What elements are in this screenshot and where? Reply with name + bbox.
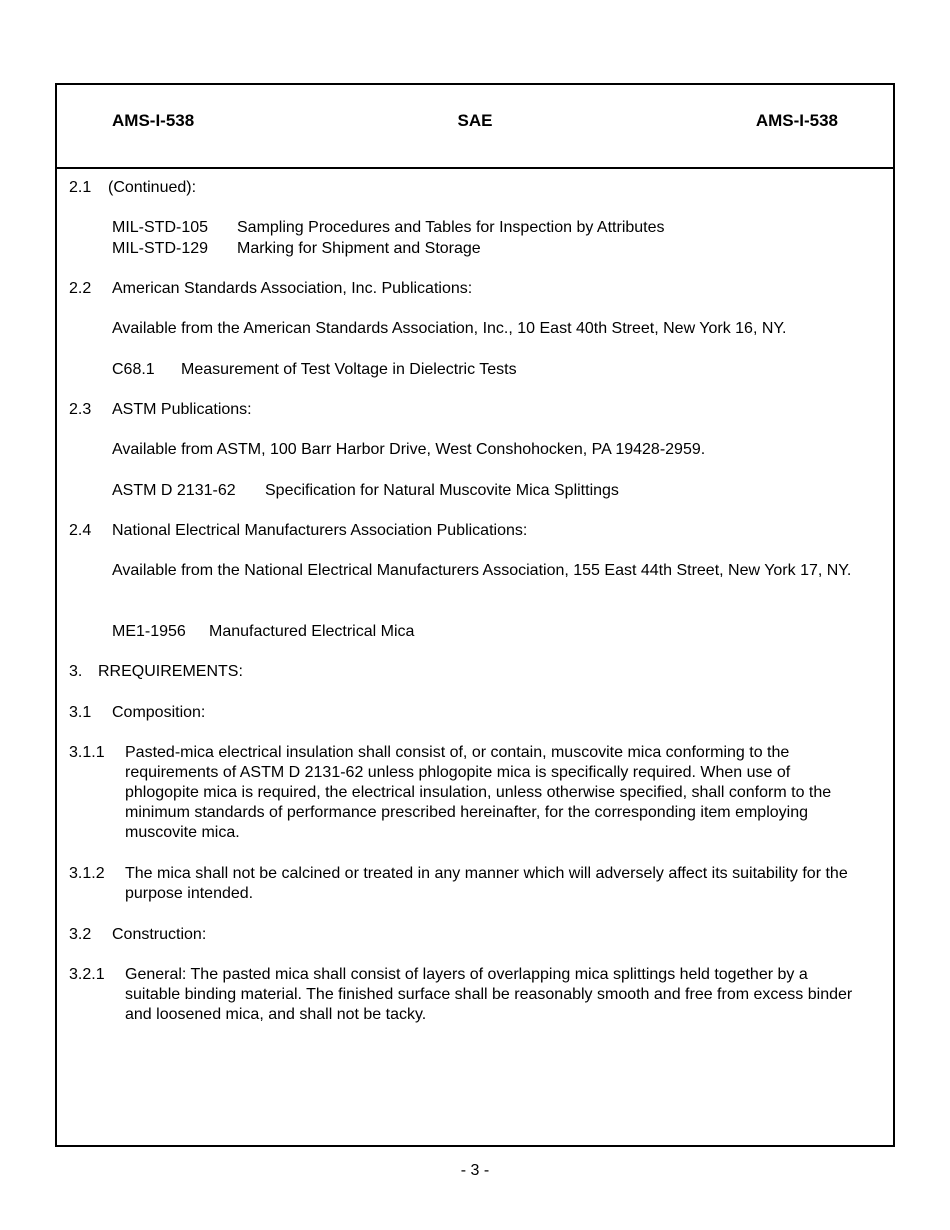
section-2-2-title: American Standards Association, Inc. Publications: (112, 280, 473, 297)
section-3-1-title: Composition: (112, 704, 206, 721)
section-2-4-title: National Electrical Manufacturers Association Publications: (112, 522, 528, 539)
section-2-1-title: (Continued): (108, 179, 197, 196)
section-3-1-2-text: The mica shall not be calcined or treated in any manner which will adversely affect its suitability for the purpose intended. (125, 865, 848, 902)
ref-title: Manufactured Electrical Mica (209, 623, 415, 640)
section-3-1-1-text: Pasted-mica electrical insulation shall consist of, or contain, muscovite mica conforming to the requirements of ASTM D 2131-62 unless phlogopite mica is specifically required. When use of phlogopite mica is required, the electrical insulation, unless otherwise specified, shall conform to the minimum standards of performance prescribed hereinafter, for the corresponding item employing muscovite mica. (125, 744, 832, 841)
ref-code: MIL-STD-129 (112, 240, 209, 257)
page-header (57, 85, 893, 169)
section-2-2-availability: Available from the American Standards Association, Inc., 10 East 40th Street, New York 16, NY. (112, 320, 787, 337)
ref-code: C68.1 (112, 361, 155, 378)
ref-code: MIL-STD-105 (112, 219, 209, 236)
section-3-2-1-text: General: The pasted mica shall consist of layers of overlapping mica splittings held together by a suitable binding material. The finished surface shall be reasonably smooth and free from excess binder and loosened mica, and shall not be tacky. (125, 966, 853, 1023)
section-2-3-availability: Available from ASTM, 100 Barr Harbor Drive, West Conshohocken, PA 19428-2959. (112, 441, 706, 458)
section-2-4-availability: Available from the National Electrical Manufacturers Association, 155 East 44th Street, New York 17, NY. (112, 562, 852, 579)
header-doc-id-right: AMS-I-538 (755, 111, 838, 130)
section-3-1-2-number: 3.1.2 (69, 865, 105, 882)
ref-title: Measurement of Test Voltage in Dielectric Tests (181, 361, 517, 378)
section-2-3-number: 2.3 (69, 401, 92, 418)
section-2-4-number: 2.4 (69, 522, 92, 539)
section-3-1-number: 3.1 (69, 704, 92, 721)
ref-code: ME1-1956 (112, 623, 186, 640)
ref-title: Marking for Shipment and Storage (237, 240, 481, 257)
ref-title: Specification for Natural Muscovite Mica Splittings (265, 482, 619, 499)
section-3-1-1-number: 3.1.1 (69, 744, 105, 761)
section-3-number: 3. (69, 663, 83, 680)
header-doc-id-left: AMS-I-538 (112, 111, 195, 130)
section-3-2-number: 3.2 (69, 926, 92, 943)
section-2-1-number: 2.1 (69, 179, 92, 196)
ref-code: ASTM D 2131-62 (112, 482, 236, 499)
section-3-2-1-number: 3.2.1 (69, 966, 105, 983)
section-3-title: RREQUIREMENTS: (98, 663, 243, 680)
ref-title: Sampling Procedures and Tables for Inspection by Attributes (237, 219, 665, 236)
header-org: SAE (457, 111, 493, 130)
section-2-3-title: ASTM Publications: (112, 401, 252, 418)
section-2-2-number: 2.2 (69, 280, 92, 297)
section-3-2-title: Construction: (112, 926, 207, 943)
page-number: - 3 - (460, 1162, 490, 1179)
